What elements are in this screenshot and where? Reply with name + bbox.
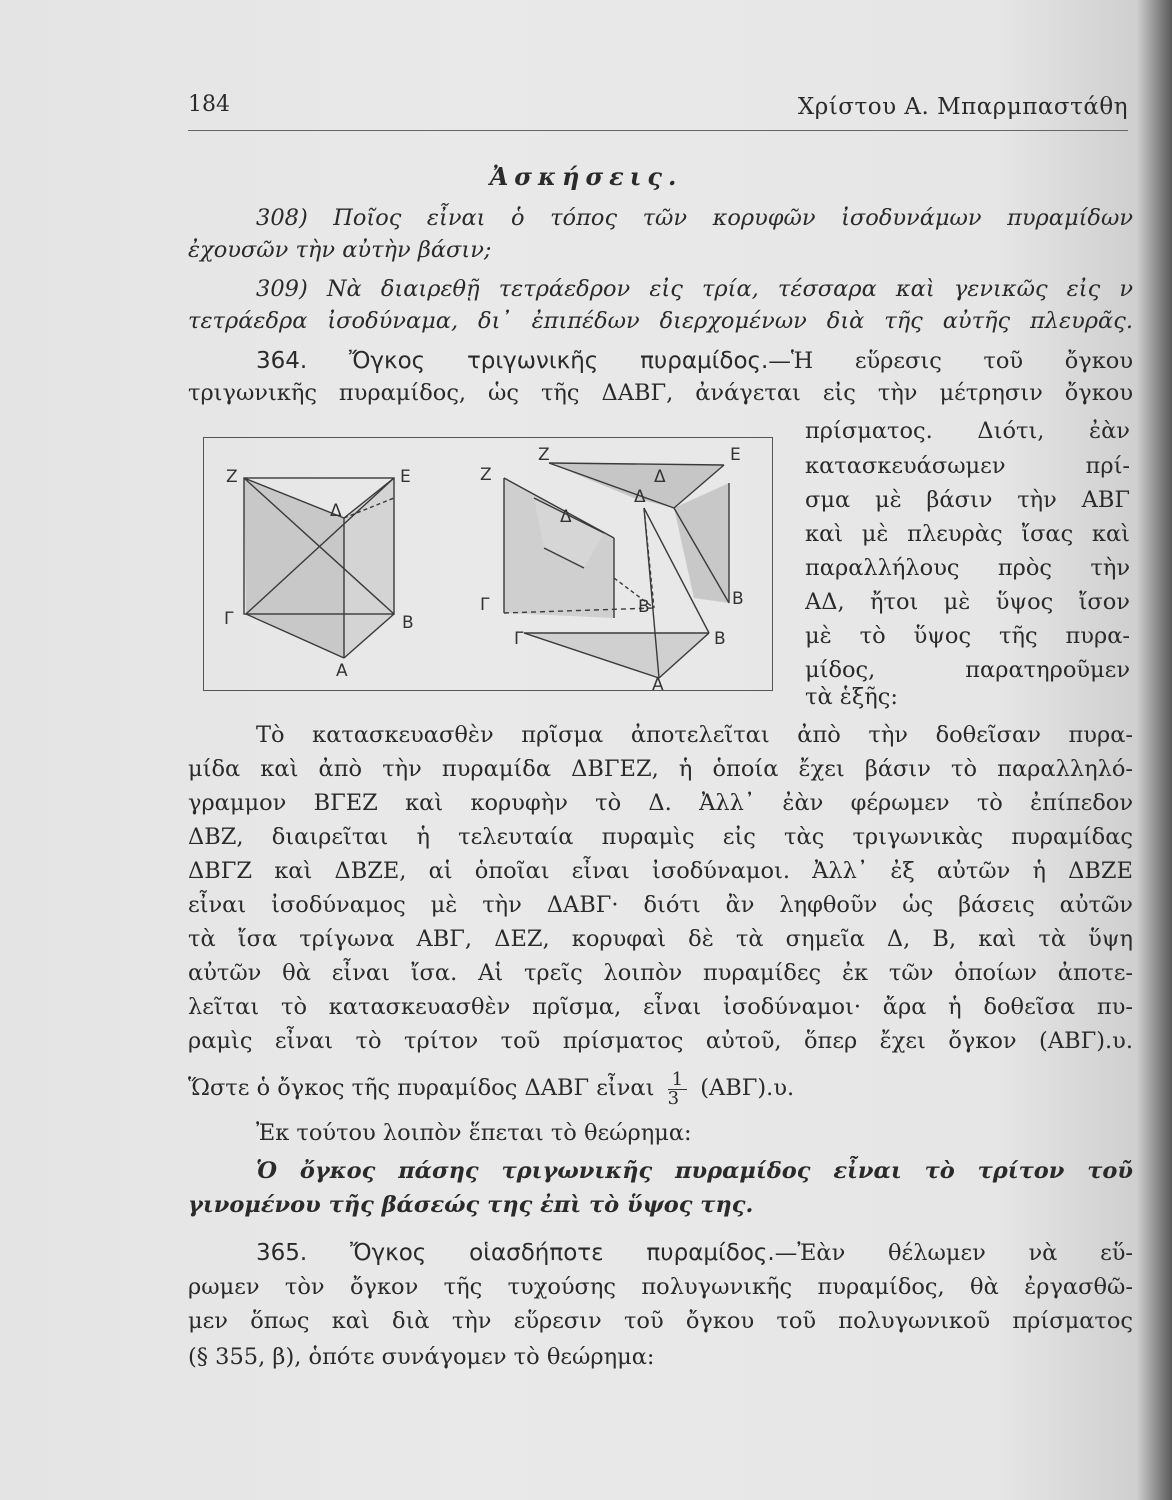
running-head: Χρίστου Α. Μπαρμπαστάθη bbox=[797, 94, 1128, 120]
volume-formula bbox=[188, 1066, 1133, 1110]
left-prism-shaded-face bbox=[344, 478, 394, 658]
theorem-line-1: Ὁ ὄγκος πάσης τριγωνικῆς πυραμίδος εἶναι τὸ τρίτον τοῦ bbox=[256, 1158, 1133, 1184]
side-line: μὲ τὸ ὕψος τῆς πυρα- bbox=[805, 623, 1130, 649]
label-right-e: Ε bbox=[730, 445, 741, 465]
exercise-309-line-2: τετράεδρα ἰσοδύναμα, δι᾿ ἐπιπέδων διερχομένων διὰ τῆς αὐτῆς πλευρᾶς. bbox=[188, 308, 1133, 334]
side-line: πρίσματος. Διότι, ἐὰν bbox=[805, 418, 1130, 444]
pyramid-prism-figure bbox=[203, 437, 773, 691]
section-365-line-1: —Ἐὰν θέλωμεν νὰ εὕ- bbox=[774, 1240, 1133, 1266]
page-number: 184 bbox=[188, 92, 230, 117]
side-line: παραλλήλους πρὸς τὴν bbox=[805, 555, 1130, 581]
section-364-heading bbox=[256, 346, 1133, 376]
left-prism-shaded-face bbox=[244, 478, 344, 658]
label-right-b-mid: Β bbox=[638, 597, 650, 617]
section-365-line: (§ 355, β), ὁπότε συνάγομεν τὸ θεώρημα: bbox=[188, 1344, 655, 1370]
section-364-number: 364. bbox=[256, 348, 308, 374]
exercise-309-line-1: 309) Νὰ διαιρεθῇ τετράεδρον εἰς τρία, τέσσαρα καὶ γενικῶς εἰς ν bbox=[256, 276, 1133, 302]
label-right-a: Α bbox=[652, 675, 664, 692]
body-line: ΔΒΓΖ καὶ ΔΒΖΕ, αἱ ὁποῖαι εἶναι ἰσοδύναμοι. Ἀλλ᾿ ἐξ αὐτῶν ἡ ΔΒΖΕ bbox=[188, 858, 1133, 884]
exercise-308-line-2: ἐχουσῶν τὴν αὐτὴν βάσιν; bbox=[188, 237, 492, 263]
one-third-fraction bbox=[667, 1068, 687, 1109]
label-left-gamma: Γ bbox=[224, 609, 234, 629]
exercise-308-line-1: 308) Ποῖος εἶναι ὁ τόπος τῶν κορυφῶν ἰσοδυνάμων πυραμίδων bbox=[256, 205, 1133, 231]
label-right-gamma-bottom: Γ bbox=[514, 629, 524, 649]
theorem-intro: Ἐκ τούτου λοιπὸν ἕπεται τὸ θεώρημα: bbox=[256, 1120, 692, 1146]
side-line: κατασκευάσωμεν πρί- bbox=[805, 453, 1130, 479]
body-line: Τὸ κατασκευασθὲν πρῖσμα ἀποτελεῖται ἀπὸ τὴν δοθεῖσαν πυρα- bbox=[256, 722, 1133, 748]
body-line: ραμὶς εἶναι τὸ τρίτον τοῦ πρίσματος αὐτοῦ, ὅπερ ἔχει ὄγκον (ΑΒΓ).υ. bbox=[188, 1028, 1133, 1054]
body-line: γραμμον ΒΓΕΖ καὶ κορυφὴν τὸ Δ. Ἀλλ᾿ ἐὰν φέρωμεν τὸ ἐπίπεδον bbox=[188, 790, 1133, 816]
section-365-line: ρωμεν τὸν ὄγκον τῆς τυχούσης πολυγωνικῆς πυραμίδος, θὰ ἐργασθῶ- bbox=[188, 1274, 1133, 1300]
label-right-b-bottom: Β bbox=[714, 629, 726, 649]
side-line: τὰ ἑξῆς: bbox=[805, 684, 898, 710]
section-364-line-2: τριγωνικῆς πυραμίδος, ὡς τῆς ΔΑΒΓ, ἀνάγεται εἰς τὴν μέτρησιν ὄγκου bbox=[188, 380, 1133, 406]
label-right-delta-left: Δ bbox=[560, 507, 572, 527]
label-right-b-right: Β bbox=[732, 589, 744, 609]
figure-drawing bbox=[204, 438, 774, 692]
exercises-title: Ἀσκήσεις. bbox=[489, 162, 683, 191]
label-left-e: Ε bbox=[400, 467, 411, 487]
label-right-z-top: Ζ bbox=[538, 445, 550, 465]
label-right-z: Ζ bbox=[480, 465, 492, 485]
section-364-line-1: —Ἡ εὕρεσις τοῦ ὄγκου bbox=[768, 348, 1133, 374]
label-right-delta-top: Δ bbox=[654, 467, 666, 487]
label-right-gamma-top: Γ bbox=[480, 595, 490, 615]
section-365-heading bbox=[256, 1238, 1133, 1268]
right-figure-shaded-face bbox=[524, 633, 709, 678]
label-left-z: Ζ bbox=[226, 467, 238, 487]
side-line: μίδος, παρατηροῦμεν bbox=[805, 657, 1130, 683]
theorem-line-2: γινομένου τῆς βάσεώς της ἐπὶ τὸ ὕψος της. bbox=[188, 1192, 754, 1218]
side-line: καὶ μὲ πλευρὰς ἴσας καὶ bbox=[805, 521, 1130, 547]
body-line: εἶναι ἰσοδύναμος μὲ τὴν ΔΑΒΓ· διότι ἂν ληφθοῦν ὡς βάσεις αὐτῶν bbox=[188, 892, 1133, 918]
formula-suffix: (ΑΒΓ).υ. bbox=[700, 1075, 795, 1101]
body-line: μίδα καὶ ἀπὸ τὴν πυραμίδα ΔΒΓΕΖ, ἡ ὁποία ἔχει βάσιν τὸ παραλληλό- bbox=[188, 756, 1133, 782]
label-left-a: Α bbox=[336, 661, 348, 681]
side-line: ΑΔ, ἤτοι μὲ ὕψος ἴσον bbox=[805, 589, 1130, 615]
body-line: αὐτῶν θὰ εἶναι ἴσα. Αἱ τρεῖς λοιπὸν πυραμίδες ἐκ τῶν ὁποίων ἀποτε- bbox=[188, 960, 1133, 986]
section-365-line: μεν ὅπως καὶ διὰ τὴν εὕρεσιν τοῦ ὄγκου τοῦ πολυγωνικοῦ πρίσματος bbox=[188, 1308, 1133, 1334]
section-365-number: 365. bbox=[256, 1240, 308, 1266]
body-line: λεῖται τὸ κατασκευασθὲν πρῖσμα, εἶναι ἰσοδύναμοι· ἄρα ἡ δοθεῖσα πυ- bbox=[188, 994, 1133, 1020]
section-364-title: Ὄγκος τριγωνικῆς πυραμίδος. bbox=[348, 348, 769, 374]
fraction-numerator: 1 bbox=[668, 1071, 687, 1090]
body-line: τὰ ἴσα τρίγωνα ΑΒΓ, ΔΕΖ, κορυφαὶ δὲ τὰ σημεῖα Δ, Β, καὶ τὰ ὕψη bbox=[188, 926, 1133, 952]
body-line: ΔΒΖ, διαιρεῖται ἡ τελευταία πυραμὶς εἰς τὰς τριγωνικὰς πυραμίδας bbox=[188, 824, 1133, 850]
label-right-delta-mid: Δ bbox=[634, 487, 646, 507]
side-line: σμα μὲ βάσιν τὴν ΑΒΓ bbox=[805, 487, 1130, 513]
label-left-b: Β bbox=[402, 613, 414, 633]
fraction-denominator: 3 bbox=[667, 1087, 680, 1109]
page-header bbox=[188, 92, 1128, 131]
formula-prefix: Ὥστε ὁ ὄγκος τῆς πυραμίδος ΔΑΒΓ εἶναι bbox=[188, 1075, 655, 1101]
section-365-title: Ὄγκος οἱασδήποτε πυραμίδος. bbox=[349, 1240, 775, 1266]
label-left-delta: Δ bbox=[330, 501, 342, 521]
